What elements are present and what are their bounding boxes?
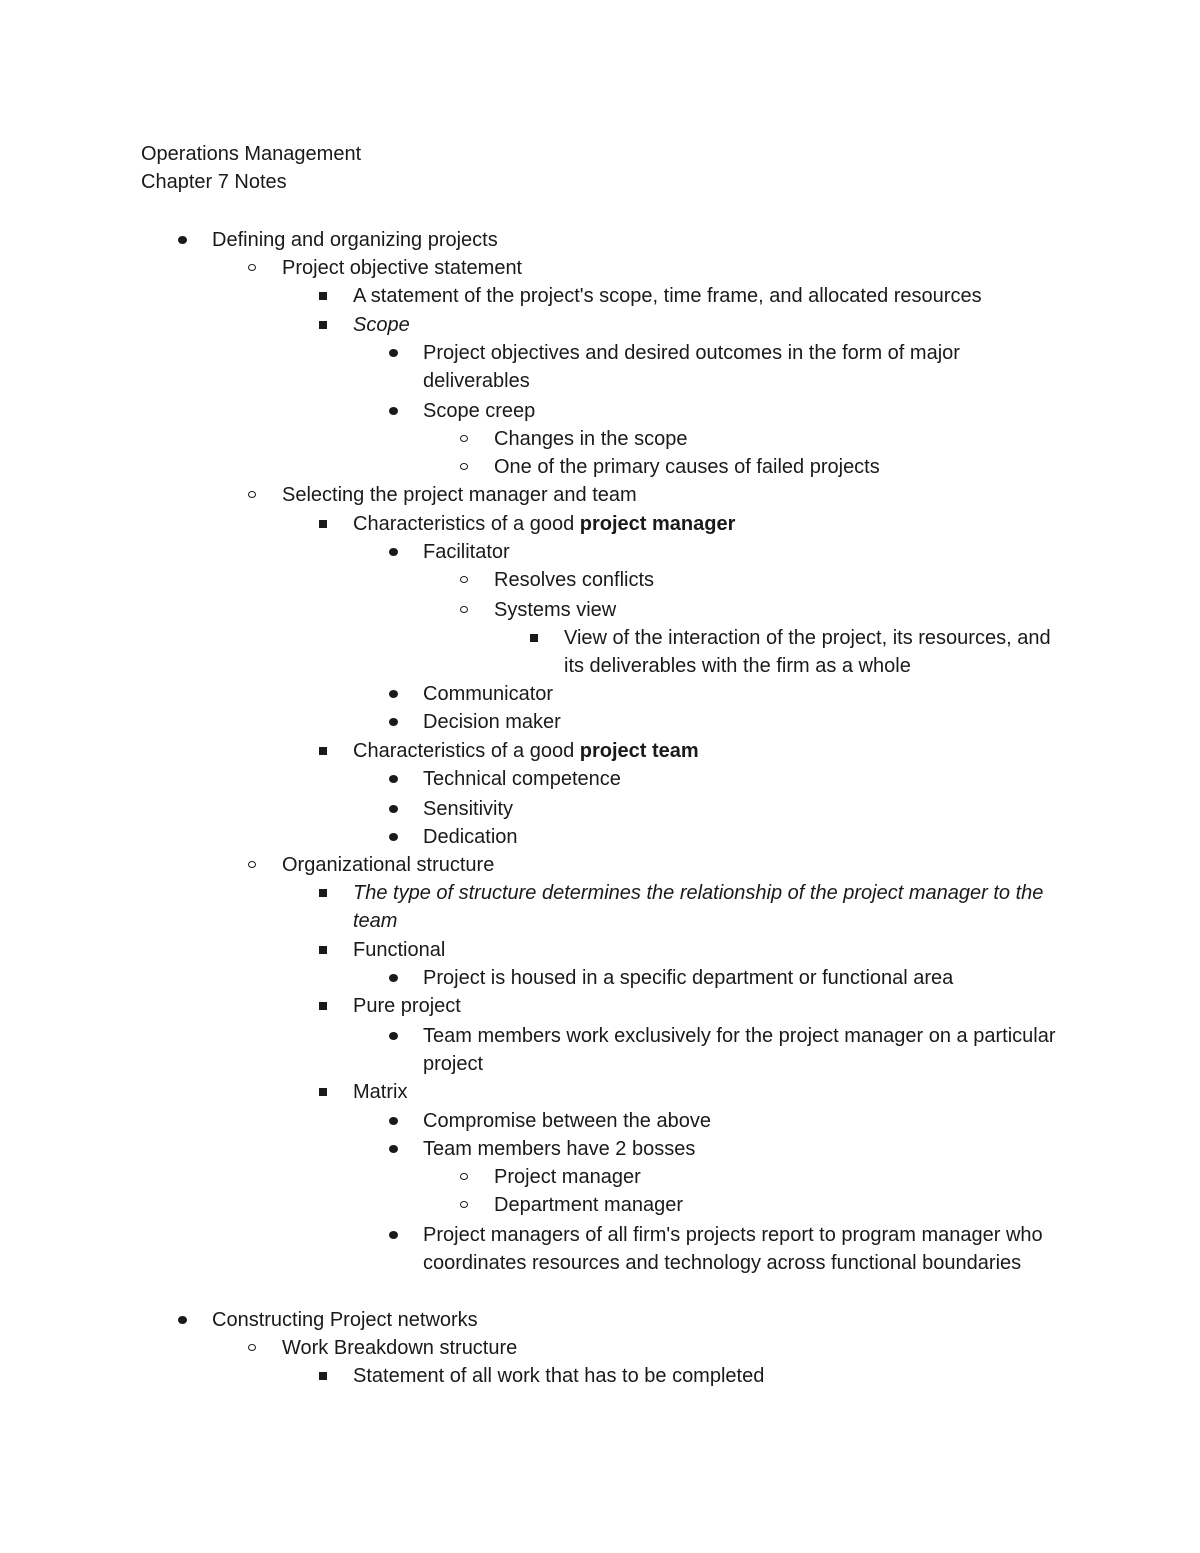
outline-item-level4 [423, 795, 1058, 823]
outline-item-level1 [212, 1306, 1058, 1334]
outline-item-text: Project objective statement [282, 257, 523, 279]
bullet-circle-icon [460, 435, 468, 442]
outline-item-level2 [282, 851, 1058, 879]
outline-item-level4 [423, 1221, 1058, 1278]
outline-item-text: Team members work exclusively for the project manager on a particular project [423, 1025, 1056, 1076]
bullet-disc-icon [389, 775, 398, 783]
outline-item-level3 [353, 1362, 1058, 1390]
bullet-square-icon [319, 321, 327, 329]
outline-item-level3 [353, 311, 1058, 339]
bullet-circle-icon [460, 1173, 468, 1180]
bullet-disc-icon [389, 805, 398, 813]
outline-item-level4 [423, 680, 1058, 708]
outline-item-text: Organizational structure [282, 854, 495, 876]
outline-item-text: Pure project [353, 995, 461, 1017]
outline-item-level1 [212, 226, 1058, 254]
bullet-disc-icon [178, 1316, 187, 1324]
outline-item-level2 [282, 481, 1058, 509]
outline-item-text: Project objectives and desired outcomes in the form of major deliverables [423, 342, 960, 393]
bullet-square-icon [319, 946, 327, 954]
outline-item-text: Decision maker [423, 711, 561, 733]
bullet-disc-icon [389, 1231, 398, 1239]
outline-item-level4 [423, 1022, 1058, 1079]
outline-item-text: Project managers of all firm's projects report to program manager who coordinates resources and technology across functional boundaries [423, 1224, 1043, 1275]
outline-item-level4 [423, 397, 1058, 425]
bullet-circle-icon [248, 491, 256, 498]
bullet-disc-icon [389, 974, 398, 982]
outline-item-text: Constructing Project networks [212, 1309, 478, 1331]
outline-item-text: Team members have 2 bosses [423, 1138, 696, 1160]
bullet-square-icon [319, 747, 327, 755]
outline-item-text: Facilitator [423, 541, 510, 563]
outline-item-text: Department manager [494, 1194, 683, 1216]
outline-item-level3 [353, 879, 1058, 936]
outline-item-level3 [353, 1078, 1058, 1106]
bullet-disc-icon [389, 1145, 398, 1153]
outline-item-level5 [494, 566, 1058, 594]
bullet-circle-icon [248, 264, 256, 271]
document-title: Operations Management [141, 143, 362, 165]
outline-item-level3 [353, 282, 1058, 310]
outline-item-level5 [494, 1191, 1058, 1219]
outline-item-text: Resolves conflicts [494, 569, 655, 591]
outline-item-level4 [423, 339, 1058, 396]
outline-item-level2 [282, 254, 1058, 282]
outline-item-level4 [423, 538, 1058, 566]
bullet-disc-icon [389, 718, 398, 726]
bullet-square-icon [319, 1002, 327, 1010]
bullet-disc-icon [389, 349, 398, 357]
outline-item-level3 [353, 936, 1058, 964]
bullet-square-icon [530, 634, 538, 642]
bullet-disc-icon [389, 1117, 398, 1125]
outline-item-text: Communicator [423, 683, 554, 705]
bullet-disc-icon [389, 833, 398, 841]
outline-item-level5 [494, 596, 1058, 624]
outline-item-level4 [423, 1107, 1058, 1135]
bullet-disc-icon [178, 236, 187, 244]
bullet-square-icon [319, 889, 327, 897]
outline-item-text: Matrix [353, 1081, 408, 1103]
outline-item-text: Dedication [423, 826, 518, 848]
outline-item-level3 [353, 992, 1058, 1020]
bullet-circle-icon [460, 463, 468, 470]
outline-item-level6 [564, 624, 1058, 681]
bullet-disc-icon [389, 1032, 398, 1040]
document-subtitle: Chapter 7 Notes [141, 171, 287, 193]
outline-item-level2 [282, 1334, 1058, 1362]
bullet-circle-icon [460, 576, 468, 583]
outline-item-level4 [423, 765, 1058, 793]
outline-item-level4 [423, 964, 1058, 992]
outline-item-bold-term: project team [579, 740, 699, 762]
outline-item-text: Changes in the scope [494, 428, 688, 450]
bullet-square-icon [319, 1372, 327, 1380]
outline-item-text: Scope [353, 314, 410, 336]
outline-item-text: A statement of the project's scope, time frame, and allocated resources [353, 285, 982, 307]
bullet-disc-icon [389, 548, 398, 556]
bullet-circle-icon [460, 1201, 468, 1208]
bullet-square-icon [319, 1088, 327, 1096]
outline-item-level5 [494, 425, 1058, 453]
bullet-square-icon [319, 292, 327, 300]
outline-item-text: One of the primary causes of failed projects [494, 456, 880, 478]
bullet-disc-icon [389, 690, 398, 698]
outline-item-level4 [423, 823, 1058, 851]
outline-item-text: Scope creep [423, 400, 536, 422]
outline-item-level5 [494, 453, 1058, 481]
outline-item-level4 [423, 1135, 1058, 1163]
outline-item-text: The type of structure determines the relationship of the project manager to the team [353, 882, 1044, 933]
outline-item-level3 [353, 737, 1058, 765]
outline-item-text: Selecting the project manager and team [282, 484, 637, 506]
outline-item-text: Systems view [494, 599, 617, 621]
outline-item-bold-term: project manager [579, 513, 736, 535]
outline-item-text: Compromise between the above [423, 1110, 711, 1132]
outline-item-level4 [423, 708, 1058, 736]
outline-item-text: Project manager [494, 1166, 641, 1188]
outline-item-text: Functional [353, 939, 446, 961]
outline-item-text: Characteristics of a good [353, 513, 580, 535]
outline-item-text: Characteristics of a good [353, 740, 580, 762]
outline-item-text: View of the interaction of the project, its resources, and its deliverables with the firm as a whole [564, 627, 1051, 678]
bullet-square-icon [319, 520, 327, 528]
outline-item-text: Project is housed in a specific department or functional area [423, 967, 954, 989]
bullet-circle-icon [248, 1344, 256, 1351]
bullet-circle-icon [248, 861, 256, 868]
outline-item-text: Statement of all work that has to be completed [353, 1365, 765, 1387]
outline-item-text: Defining and organizing projects [212, 229, 498, 251]
outline-item-text: Work Breakdown structure [282, 1337, 518, 1359]
outline-item-text: Sensitivity [423, 798, 514, 820]
outline-item-text: Technical competence [423, 768, 621, 790]
outline-item-level3 [353, 510, 1058, 538]
bullet-disc-icon [389, 407, 398, 415]
outline-item-level5 [494, 1163, 1058, 1191]
bullet-circle-icon [460, 606, 468, 613]
